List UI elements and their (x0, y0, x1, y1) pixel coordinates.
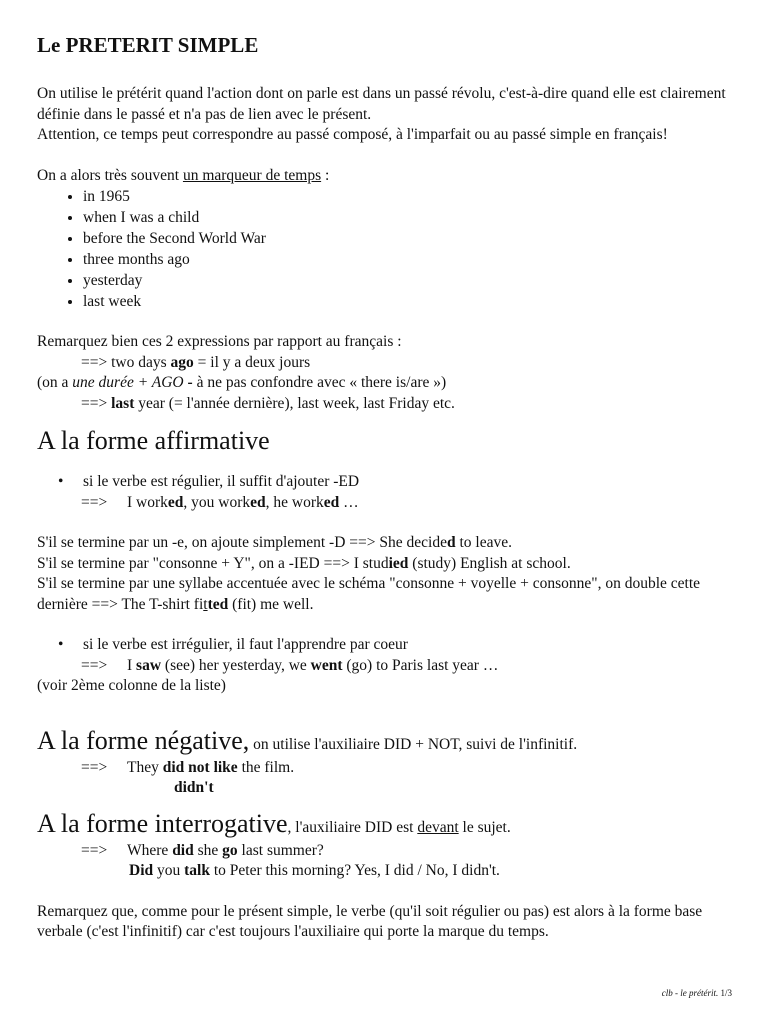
intro-paragraph-2: Attention, ce temps peut correspondre au passé composé, à l'imparfait ou au passé simple en français! (37, 126, 668, 143)
list-item: • last week (83, 291, 737, 312)
interrogative-example-1: ==> Where did she go last summer? (81, 841, 324, 859)
list-item: • yesterday (83, 270, 737, 291)
page-footer: clb - le prétérit. 1/3 (661, 988, 732, 998)
interrogative-example-2: Did you talk to Peter this morning? Yes, I did / No, I didn't. (129, 862, 500, 879)
rule-ending-e: S'il se termine par un -e, on ajoute simplement -D ==> She decided to leave. (37, 534, 512, 551)
negative-section: A la forme négative, on utilise l'auxiliaire DID + NOT, suivi de l'infinitif. (37, 725, 578, 755)
affirmative-bullet-regular: • si le verbe est régulier, il suffit d'ajouter -ED (58, 473, 360, 490)
rule-cvc: S'il se termine par une syllabe accentuée avec le schéma "consonne + voyelle + consonne", on double cette dernière ==> The T-shirt fitted (fit) me well. (37, 575, 701, 613)
negative-example: ==> They did not like the film. (81, 758, 295, 776)
negative-contraction: didn't (174, 779, 214, 796)
markers-lead: On a alors très souvent un marqueur de temps : (37, 166, 330, 184)
interrogative-section: A la forme interrogative, l'auxiliaire DID est devant le sujet. (37, 808, 511, 838)
page-title: Le PRETERIT SIMPLE (37, 33, 259, 57)
regular-example: ==> I worked, you worked, he worked … (81, 493, 359, 511)
time-markers-list (37, 186, 737, 312)
ago-note: (on a une durée + AGO - à ne pas confondre avec « there is/are ») (37, 374, 447, 391)
affirmative-heading: A la forme affirmative (37, 426, 270, 455)
list-item: • in 1965 (83, 186, 737, 207)
irregular-example: ==> I saw (see) her yesterday, we went (go) to Paris last year … (81, 656, 499, 674)
ago-example: ==> two days ago = il y a deux jours (81, 353, 311, 371)
irregular-note: (voir 2ème colonne de la liste) (37, 677, 226, 694)
negative-heading: A la forme négative, (37, 725, 250, 755)
rule-consonant-y: S'il se termine par "consonne + Y", on a -IED ==> I studied (study) English at school. (37, 554, 571, 572)
list-item: • before the Second World War (83, 228, 737, 249)
document-page (37, 30, 737, 943)
affirmative-bullet-irregular: • si le verbe est irrégulier, il faut l'apprendre par coeur (58, 636, 408, 653)
last-example: ==> last year (= l'année dernière), last week, last Friday etc. (81, 394, 455, 412)
conclusion-paragraph: Remarquez que, comme pour le présent simple, le verbe (qu'il soit régulier ou pas) est alors à la forme base verbale (c'est l'infinitif) car c'est toujours l'auxiliaire qui porte la marque du temps. (37, 902, 703, 940)
list-item: • when I was a child (83, 207, 737, 228)
list-item: • three months ago (83, 249, 737, 270)
expressions-lead: Remarquez bien ces 2 expressions par rapport au français : (37, 333, 402, 350)
interrogative-heading: A la forme interrogative (37, 808, 288, 838)
intro-paragraph-1: On utilise le prétérit quand l'action dont on parle est dans un passé révolu, c'est-à-dire quand elle est clairement définie dans le passé et n'a pas de lien avec le présent. (37, 85, 726, 123)
